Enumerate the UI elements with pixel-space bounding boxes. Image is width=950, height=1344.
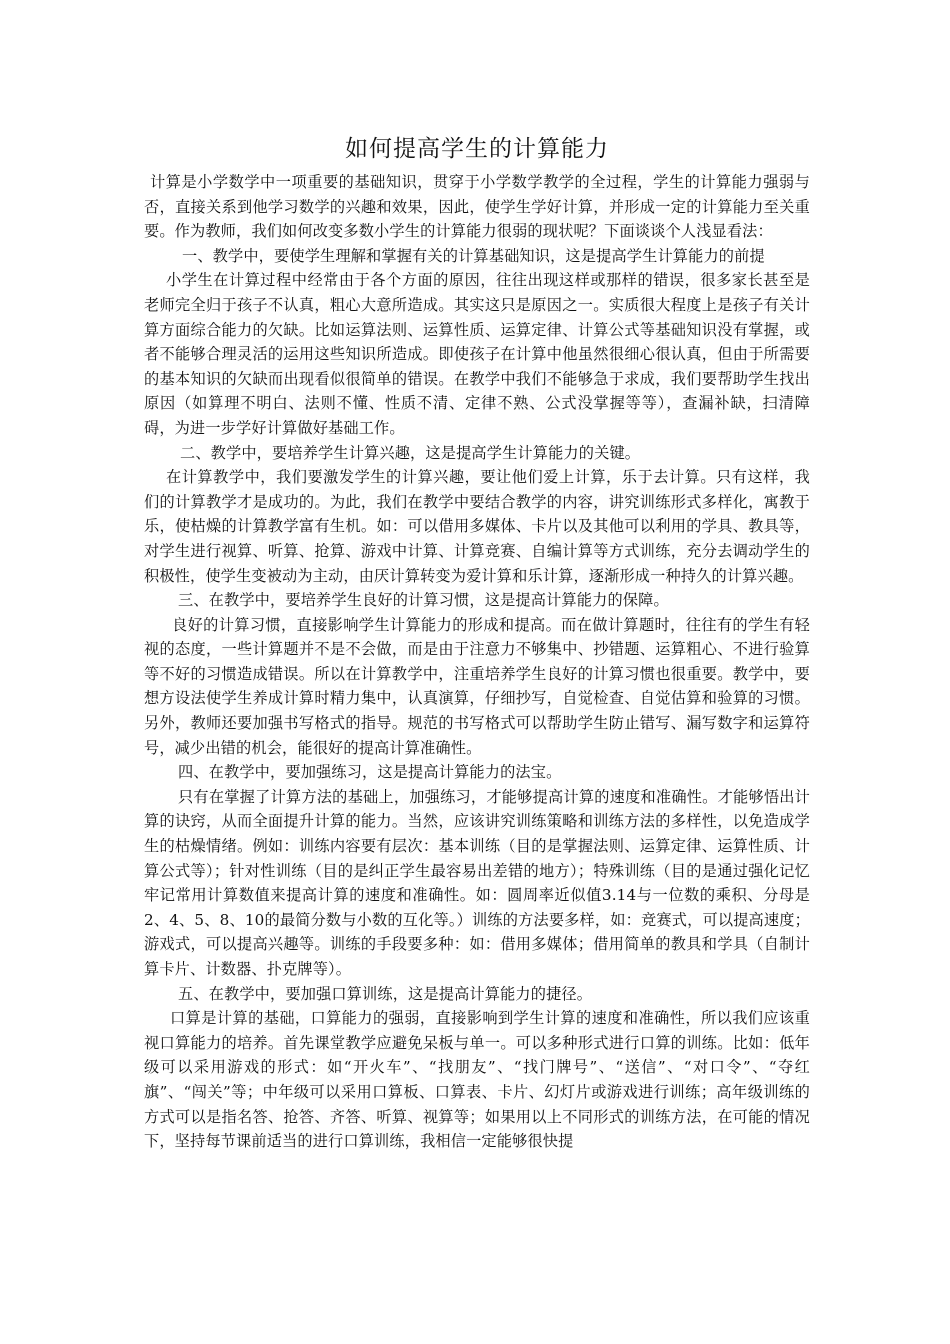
section-4-heading: 四、在教学中，要加强练习，这是提高计算能力的法宝。	[178, 763, 562, 782]
section-3-heading: 三、在教学中，要培养学生良好的计算习惯，这是提高计算能力的保障。	[178, 591, 669, 610]
document-title: 如何提高学生的计算能力	[345, 136, 609, 162]
section-5-heading: 五、在教学中，要加强口算训练，这是提高计算能力的捷径。	[178, 984, 593, 1003]
section-2-heading: 二、教学中，要培养学生计算兴趣，这是提高学生计算能力的关键。	[180, 443, 641, 462]
intro-paragraph: 计算是小学数学中一项重要的基础知识，贯穿于小学数学教学的全过程，学生的计算能力强弱与否，直接关系到他学习数学的兴趣和效果，因此，使学生学好计算，并形成一定的计算能力至关重要。作为教师，我们如何改变多数小学生的计算能力很弱的现状呢？下面谈谈个人浅显看法：	[144, 173, 810, 241]
section-1-body: 小学生在计算过程中经常由于各个方面的原因，往往出现这样或那样的错误，很多家长甚至是老师完全归于孩子不认真，粗心大意所造成。其实这只是原因之一。实质很大程度上是孩子有关计算方面综合能力的欠缺。比如运算法则、运算性质、运算定律、计算公式等基础知识没有掌握，或者不能够合理灵活的运用这些知识所造成。即使孩子在计算中他虽然很细心很认真，但由于所需要的基本知识的欠缺而出现看似很简单的错误。在教学中我们不能够急于求成，我们要帮助学生找出原因（如算理不明白、法则不懂、性质不清、定律不熟、公式没掌握等等），查漏补缺，扫清障碍，为进一步学好计算做好基础工作。	[144, 271, 810, 437]
section-2-body: 在计算教学中，我们要激发学生的计算兴趣，要让他们爱上计算，乐于去计算。只有这样，我们的计算教学才是成功的。为此，我们在教学中要结合教学的内容，讲究训练形式多样化，寓教于乐，使枯燥的计算教学富有生机。如：可以借用多媒体、卡片以及其他可以利用的学具、教具等，对学生进行视算、听算、抢算、游戏中计算、计算竞赛、自编计算等方式训练，充分去调动学生的积极性，使学生变被动为主动，由厌计算转变为爱计算和乐计算，逐渐形成一种持久的计算兴趣。	[144, 468, 810, 585]
section-3-body: 良好的计算习惯，直接影响学生计算能力的形成和提高。而在做计算题时，往往有的学生有轻视的态度，一些计算题并不是不会做，而是由于注意力不够集中、抄错题、运算粗心、不进行验算等不好的习惯造成错误。所以在计算教学中，注重培养学生良好的计算习惯也很重要。教学中，要想方设法使学生养成计算时精力集中，认真演算，仔细抄写，自觉检查、自觉估算和验算的习惯。另外，教师还要加强书写格式的指导。规范的书写格式可以帮助学生防止错写、漏写数字和运算符号，减少出错的机会，能很好的提高计算准确性。	[144, 615, 810, 757]
document-page	[144, 132, 810, 1154]
section-5-body: 口算是计算的基础，口算能力的强弱，直接影响到学生计算的速度和准确性，所以我们应该重视口算能力的培养。首先课堂教学应避免呆板与单一。可以多种形式进行口算的训练。比如：低年级可以采用游戏的形式：如“开火车”、“找朋友”、“找门牌号”、“送信”、“对口令”、“夺红旗”、“闯关”等；中年级可以采用口算板、口算表、卡片、幻灯片或游戏进行训练；高年级训练的方式可以是指名答、抢答、齐答、听算、视算等；如果用以上不同形式的训练方法，在可能的情况下，坚持每节课前适当的进行口算训练，我相信一定能够很快提	[144, 1009, 810, 1151]
section-4-body: 只有在掌握了计算方法的基础上，加强练习，才能够提高计算的速度和准确性。才能够悟出计算的诀窍，从而全面提升计算的能力。当然，应该讲究训练策略和训练方法的多样性，以免造成学生的枯燥情绪。例如：训练内容要有层次：基本训练（目的是掌握法则、运算定律、运算性质、计算公式等）；针对性训练（目的是纠正学生最容易出差错的地方）；特殊训练（目的是通过强化记忆牢记常用计算数值来提高计算的速度和准确性。如：圆周率近似值3.14与一位数的乘积、分母是2、4、5、8、10的最简分数与小数的互化等。）训练的方法要多样，如：竞赛式，可以提高速度；游戏式，可以提高兴趣等。训练的手段要多种：如：借用多媒体；借用简单的教具和学具（自制计算卡片、计数器、扑克牌等）。	[144, 787, 810, 978]
section-1-heading: 一、教学中，要使学生理解和掌握有关的计算基础知识，这是提高学生计算能力的前提	[182, 246, 765, 265]
